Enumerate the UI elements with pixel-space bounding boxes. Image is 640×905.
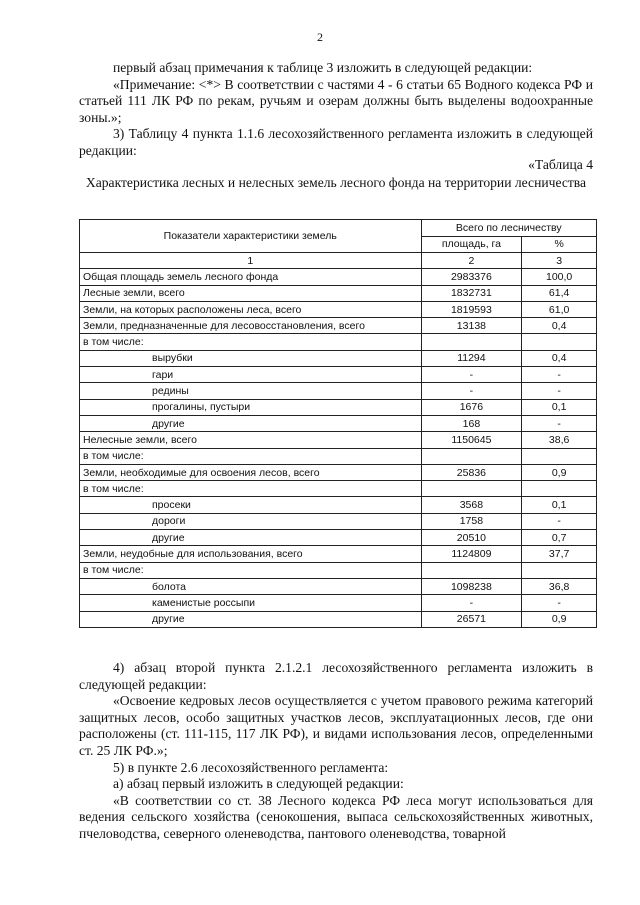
- row-label: гари: [80, 367, 422, 383]
- paragraph: «В соответствии со ст. 38 Лесного кодекса РФ леса могут использоваться для ведения сельского хозяйства (сенокошения, выпаса сельскохозяйственных животных, пчеловодства, северного оленеводства, пантового оленеводства, товарной: [79, 792, 593, 841]
- paragraph: «Освоение кедровых лесов осуществляется с учетом правового режима категорий защитных лесов, особо защитных участков лесов, эксплуатационных лесов, где они расположены (ст. 111-115, 117 ЛК РФ), и видами использования лесов, определенными ст. 25 ЛК РФ.»;: [79, 693, 593, 758]
- percent-value: 36,8: [522, 578, 597, 594]
- table-row: [80, 595, 597, 611]
- column-number: 1: [80, 253, 422, 269]
- percent-value: 0,9: [522, 611, 597, 627]
- paragraph: 4) абзац второй пункта 2.1.2.1 лесохозяйственного регламента изложить в следующей редакции:: [79, 660, 593, 692]
- table-title: Характеристика лесных и нелесных земель лесного фонда на территории лесничества: [85, 175, 587, 190]
- area-value: 1098238: [421, 578, 522, 594]
- area-value: 25836: [421, 464, 522, 480]
- area-value: [421, 562, 522, 578]
- percent-value: 0,9: [522, 464, 597, 480]
- area-value: 11294: [421, 350, 522, 366]
- percent-value: -: [522, 595, 597, 611]
- row-label: каменистые россыпи: [80, 595, 422, 611]
- area-value: -: [421, 595, 522, 611]
- page-number: 2: [317, 30, 323, 44]
- table-body: [80, 269, 597, 628]
- percent-value: 0,4: [522, 350, 597, 366]
- table-row: [80, 432, 597, 448]
- paragraph: а) абзац первый изложить в следующей редакции:: [113, 776, 404, 792]
- row-label: Земли, неудобные для использования, всего: [80, 546, 422, 562]
- area-value: [421, 334, 522, 350]
- table-row: [80, 334, 597, 350]
- table-row: [80, 285, 597, 301]
- header-total: Всего по лесничеству: [421, 220, 596, 237]
- percent-value: [522, 481, 597, 497]
- area-value: 1676: [421, 399, 522, 415]
- area-value: 26571: [421, 611, 522, 627]
- row-label: другие: [80, 611, 422, 627]
- row-label: другие: [80, 530, 422, 546]
- paragraph: 5) в пункте 2.6 лесохозяйственного регламента:: [113, 759, 389, 775]
- row-label: дороги: [80, 513, 422, 529]
- percent-value: 61,4: [522, 285, 597, 301]
- header-percent: %: [522, 236, 597, 253]
- area-value: [421, 481, 522, 497]
- row-label: Земли, необходимые для освоения лесов, всего: [80, 464, 422, 480]
- table-row: [80, 513, 597, 529]
- row-label: в том числе:: [80, 481, 422, 497]
- area-value: [421, 448, 522, 464]
- row-label: Лесные земли, всего: [80, 285, 422, 301]
- percent-value: 0,7: [522, 530, 597, 546]
- table-row: [80, 481, 597, 497]
- table-row: [80, 318, 597, 334]
- row-label: в том числе:: [80, 334, 422, 350]
- row-label: болота: [80, 578, 422, 594]
- percent-value: 38,6: [522, 432, 597, 448]
- intro-paragraphs: [79, 60, 593, 160]
- table-row: [80, 611, 597, 627]
- table-row: [80, 448, 597, 464]
- percent-value: -: [522, 367, 597, 383]
- table-row: [80, 578, 597, 594]
- column-number: 3: [522, 253, 597, 269]
- table-number: «Таблица 4: [528, 157, 593, 172]
- percent-value: 100,0: [522, 269, 597, 285]
- area-value: -: [421, 383, 522, 399]
- area-value: 13138: [421, 318, 522, 334]
- table-row: [80, 399, 597, 415]
- row-label: редины: [80, 383, 422, 399]
- row-label: вырубки: [80, 350, 422, 366]
- area-value: 1819593: [421, 301, 522, 317]
- following-paragraphs: [79, 660, 593, 843]
- row-label: Общая площадь земель лесного фонда: [80, 269, 422, 285]
- row-label: в том числе:: [80, 562, 422, 578]
- area-value: -: [421, 367, 522, 383]
- percent-value: -: [522, 383, 597, 399]
- header-indicators: Показатели характеристики земель: [80, 220, 422, 253]
- paragraph: 3) Таблицу 4 пункта 1.1.6 лесохозяйственного регламента изложить в следующей редакции:: [79, 126, 593, 158]
- percent-value: -: [522, 513, 597, 529]
- row-label: другие: [80, 415, 422, 431]
- table-row: [80, 350, 597, 366]
- area-value: 1124809: [421, 546, 522, 562]
- row-label: просеки: [80, 497, 422, 513]
- table-row: [80, 530, 597, 546]
- area-value: 1758: [421, 513, 522, 529]
- percent-value: 0,1: [522, 497, 597, 513]
- row-label: прогалины, пустыри: [80, 399, 422, 415]
- row-label: Нелесные земли, всего: [80, 432, 422, 448]
- row-label: в том числе:: [80, 448, 422, 464]
- percent-value: -: [522, 415, 597, 431]
- paragraph: «Примечание: <*> В соответствии с частями 4 - 6 статьи 65 Водного кодекса РФ и статьей 111 ЛК РФ по рекам, ручьям и озерам должны быть выделены водоохранные зоны.»;: [79, 76, 593, 125]
- area-value: 1150645: [421, 432, 522, 448]
- table-row: [80, 497, 597, 513]
- percent-value: [522, 562, 597, 578]
- table-row: [80, 383, 597, 399]
- table-row: [80, 269, 597, 285]
- area-value: 1832731: [421, 285, 522, 301]
- area-value: 168: [421, 415, 522, 431]
- table-row: [80, 415, 597, 431]
- column-number: 2: [421, 253, 522, 269]
- area-value: 3568: [421, 497, 522, 513]
- land-characteristics-table: [79, 219, 597, 628]
- header-area: площадь, га: [421, 236, 522, 253]
- percent-value: 37,7: [522, 546, 597, 562]
- percent-value: [522, 448, 597, 464]
- table-row: [80, 562, 597, 578]
- table-row: [80, 464, 597, 480]
- area-value: 20510: [421, 530, 522, 546]
- row-label: Земли, на которых расположены леса, всего: [80, 301, 422, 317]
- paragraph: первый абзац примечания к таблице 3 изложить в следующей редакции:: [113, 60, 533, 75]
- percent-value: [522, 334, 597, 350]
- area-value: 2983376: [421, 269, 522, 285]
- table-row: [80, 546, 597, 562]
- table-row: [80, 367, 597, 383]
- table-row: [80, 301, 597, 317]
- percent-value: 0,1: [522, 399, 597, 415]
- row-label: Земли, предназначенные для лесовосстановления, всего: [80, 318, 422, 334]
- percent-value: 0,4: [522, 318, 597, 334]
- percent-value: 61,0: [522, 301, 597, 317]
